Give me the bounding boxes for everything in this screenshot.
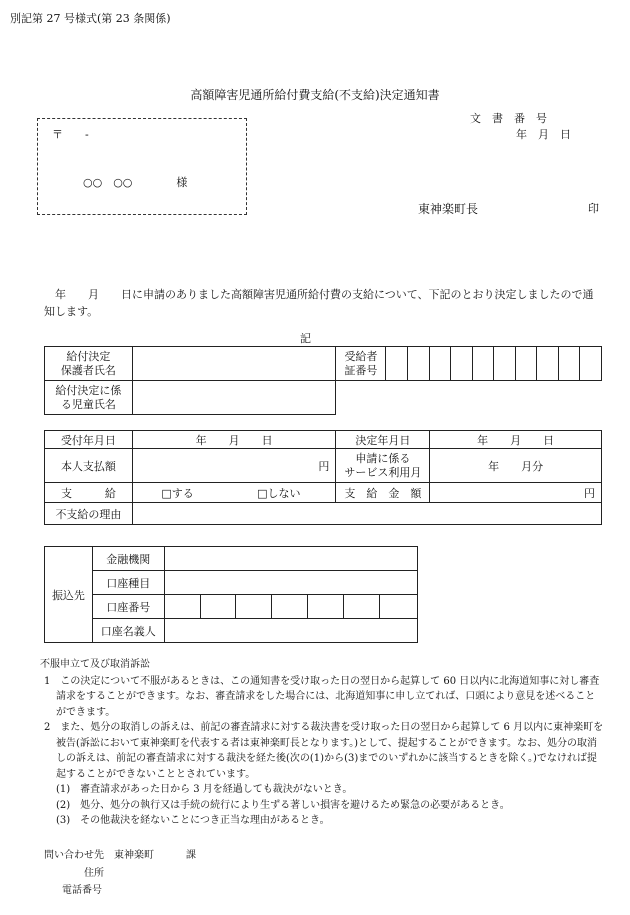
contact-address: 住所 [84, 868, 104, 879]
issuer-name: 東神楽町長 [418, 202, 479, 216]
receipt-date-label: 受付年月日 [45, 431, 133, 449]
transfer-label: 振込先 [45, 547, 93, 643]
cert-digit[interactable] [558, 347, 580, 381]
self-pay-label: 本人支払額 [45, 449, 133, 483]
payment-label: 支 給 [45, 483, 133, 503]
cert-digit[interactable] [407, 347, 429, 381]
label-line: る児童氏名 [60, 397, 116, 411]
note-2: 2 また、処分の取消しの訴えは、前記の審査請求に対する裁決書を受け取った日の翌日から起算して 6 月以内に東神楽町を被告(訴訟において東神楽町を代表する者は東神楽町長となります。)として、提起することができます。なお、処分の取消しの訴えは、前記の審査請求に対する裁決を経た後(次の(1)から(3)までのいずれかに該当するときを除く。)でなければ提起することができないこととされています。 [44, 722, 604, 780]
contact-label: 問い合わせ先 [44, 850, 104, 861]
child-name-label [45, 381, 133, 415]
label-line: 給付決定に係 [55, 383, 122, 397]
decision-date-field[interactable]: 年 月 日 [430, 431, 602, 449]
note-2-2: (2) 処分、処分の執行又は手続の続行により生ずる著しい損害を避けるため緊急の必要があるとき。 [56, 799, 510, 811]
address-box [37, 118, 247, 215]
label-line: 保護者氏名 [60, 363, 116, 377]
cert-digit[interactable] [537, 347, 559, 381]
decision-table [44, 430, 602, 525]
decision-date-label: 決定年月日 [336, 431, 430, 449]
note-1: 1 この決定について不服があるときは、この通知書を受け取った日の翌日から起算して 60 日以内に北海道知事に対し審査請求をすることができます。なお、審査請求をした場合には、北海道知事に申し立てれば、口頭により意見を述べることができます。 [44, 675, 600, 718]
reason-field[interactable] [132, 503, 601, 525]
pay-checkbox[interactable]: □する [132, 483, 222, 503]
contact-ka: 課 [186, 850, 196, 861]
account-holder-field[interactable] [164, 619, 417, 643]
account-digit[interactable] [344, 595, 380, 619]
no-pay-checkbox[interactable]: □しない [222, 483, 336, 503]
intro-text: 年 月 日に申請のありました高額障害児通所給付費の支給について、下記のとおり決定しましたので通知します。 [44, 288, 594, 318]
account-number-label: 口座番号 [92, 595, 164, 619]
contact-town: 東神楽町 [114, 850, 154, 861]
bank-table [44, 546, 418, 643]
amount-label: 支 給 金 額 [336, 483, 430, 503]
account-type-field[interactable] [164, 571, 417, 595]
child-name-field[interactable] [132, 381, 336, 415]
label-line: 受給者 [344, 349, 378, 363]
account-digit[interactable] [380, 595, 418, 619]
service-month-label [336, 449, 430, 483]
cert-digit[interactable] [386, 347, 408, 381]
form-id: 別記第 27 号様式(第 23 条関係) [10, 12, 171, 25]
cert-digit[interactable] [580, 347, 602, 381]
recipient-name: ○○ ○○ 様 [83, 176, 188, 189]
account-digit[interactable] [200, 595, 236, 619]
postal-code: 〒 - [52, 128, 89, 141]
account-digit[interactable] [272, 595, 308, 619]
seal-mark: 印 [588, 202, 599, 215]
cert-digit[interactable] [494, 347, 516, 381]
note-2-1: (1) 審査請求があった日から 3 月を経過しても裁決がないとき。 [56, 784, 353, 795]
cert-digit[interactable] [429, 347, 451, 381]
account-type-label: 口座種目 [92, 571, 164, 595]
page-title: 高額障害児通所給付費支給(不支給)決定通知書 [190, 88, 440, 102]
account-holder-label: 口座名義人 [92, 619, 164, 643]
bank-field[interactable] [164, 547, 417, 571]
cert-digit[interactable] [515, 347, 537, 381]
account-digit[interactable] [164, 595, 200, 619]
label-line: 申請に係る [355, 451, 411, 465]
doc-date: 年 月 日 [516, 128, 571, 141]
notes-section [40, 657, 604, 829]
cert-digit[interactable] [451, 347, 473, 381]
label-line: 証番号 [344, 363, 378, 377]
cert-digit[interactable] [472, 347, 494, 381]
notes-heading: 不服申立て及び取消訴訟 [40, 659, 150, 670]
guardian-name-field[interactable] [132, 347, 336, 381]
bank-label: 金融機関 [92, 547, 164, 571]
account-digit[interactable] [236, 595, 272, 619]
label-line: 給付決定 [66, 349, 111, 363]
amount-field[interactable]: 円 [430, 483, 602, 503]
label-line: サービス利用月 [344, 465, 422, 479]
account-digit[interactable] [308, 595, 344, 619]
doc-number: 文 書 番 号 [470, 112, 547, 125]
empty-area [336, 381, 602, 415]
guardian-name-label [45, 347, 133, 381]
reason-label: 不支給の理由 [45, 503, 133, 525]
receipt-date-field[interactable]: 年 月 日 [132, 431, 336, 449]
recipient-table [44, 346, 602, 415]
ki-mark: 記 [300, 332, 311, 345]
service-month-field[interactable]: 年 月分 [430, 449, 602, 483]
contact-phone: 電話番号 [62, 885, 102, 896]
self-pay-field[interactable]: 円 [132, 449, 336, 483]
certificate-number-label [336, 347, 386, 381]
note-2-3: (3) その他裁決を経ないことにつき正当な理由があるとき。 [56, 815, 330, 826]
